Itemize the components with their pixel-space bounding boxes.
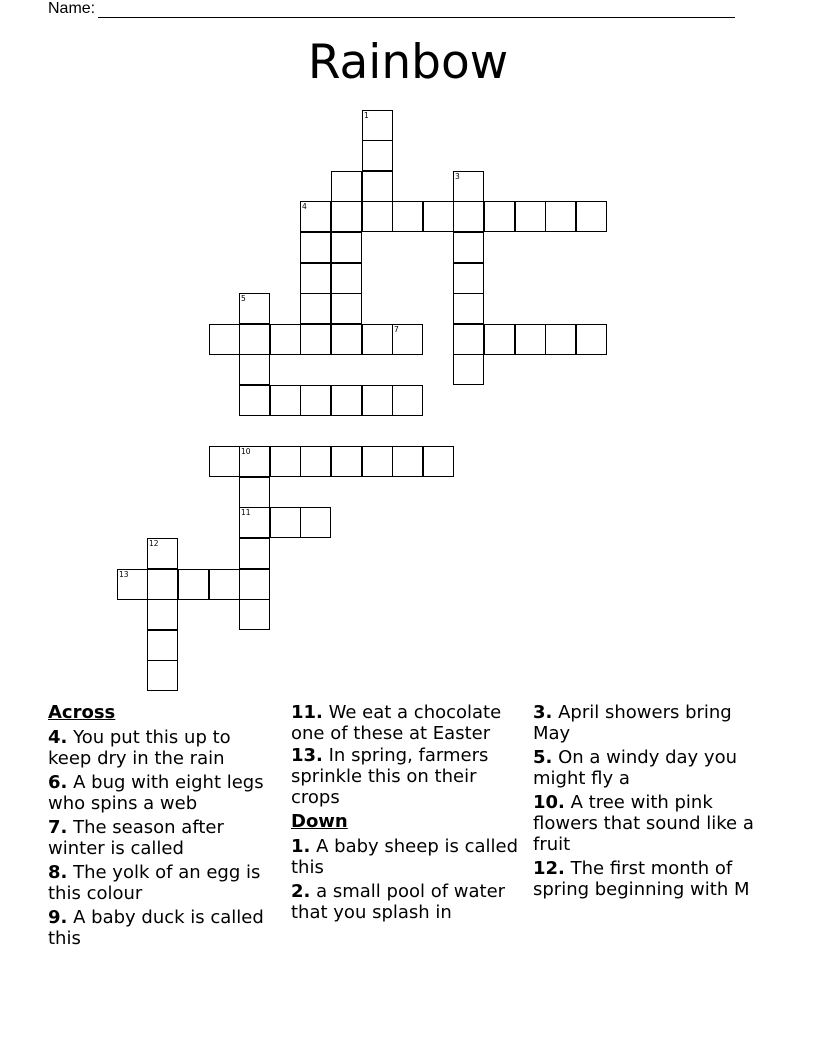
grid-cell[interactable]	[515, 324, 546, 355]
grid-cell[interactable]	[239, 507, 270, 538]
clue-across-6	[48, 772, 268, 814]
grid-cell[interactable]	[545, 201, 576, 232]
clue-across-9	[48, 907, 268, 949]
grid-cell[interactable]	[300, 446, 331, 477]
grid-cell[interactable]	[239, 446, 270, 477]
grid-cell[interactable]	[331, 263, 362, 294]
clue-number: 3.	[533, 702, 553, 723]
clue-number-label: 3	[455, 172, 460, 181]
clue-down-10	[533, 792, 773, 855]
grid-cell[interactable]	[270, 385, 301, 416]
grid-cell[interactable]	[453, 293, 484, 324]
grid-cell[interactable]	[362, 140, 393, 171]
clue-number: 7.	[48, 817, 68, 838]
grid-cell[interactable]	[331, 232, 362, 263]
clue-column-1	[48, 702, 268, 952]
grid-cell[interactable]	[239, 324, 270, 355]
clue-number: 6.	[48, 772, 68, 793]
grid-cell[interactable]	[300, 324, 331, 355]
clue-across-8	[48, 862, 268, 904]
clue-number: 12.	[533, 858, 565, 879]
clue-across-11	[291, 702, 527, 744]
clue-column-3	[533, 702, 773, 903]
grid-cell[interactable]	[209, 324, 240, 355]
grid-cell[interactable]	[239, 385, 270, 416]
grid-cell[interactable]	[362, 171, 393, 202]
grid-cell[interactable]	[239, 293, 270, 324]
grid-cell[interactable]	[300, 385, 331, 416]
grid-cell[interactable]	[300, 507, 331, 538]
clue-number-label: 13	[119, 570, 129, 579]
grid-cell[interactable]	[147, 599, 178, 630]
grid-cell[interactable]	[484, 201, 515, 232]
grid-cell[interactable]	[515, 201, 546, 232]
clue-text: On a windy day you might fly a	[533, 747, 737, 789]
clue-down-2	[291, 881, 527, 923]
grid-cell[interactable]	[209, 446, 240, 477]
clue-text: You put this up to keep dry in the rain	[48, 727, 231, 769]
grid-cell[interactable]	[362, 110, 393, 141]
grid-cell[interactable]	[453, 232, 484, 263]
clue-column-2	[291, 702, 527, 926]
grid-cell[interactable]	[147, 630, 178, 661]
grid-cell[interactable]	[453, 324, 484, 355]
clue-text: A baby duck is called this	[48, 907, 264, 949]
clue-across-7	[48, 817, 268, 859]
grid-cell[interactable]	[331, 324, 362, 355]
clue-number: 9.	[48, 907, 68, 928]
grid-cell[interactable]	[331, 293, 362, 324]
grid-cell[interactable]	[270, 324, 301, 355]
clue-number: 10.	[533, 792, 565, 813]
grid-cell[interactable]	[453, 171, 484, 202]
name-label: Name:	[48, 0, 96, 17]
clue-number-label: 11	[241, 508, 251, 517]
grid-cell[interactable]	[362, 385, 393, 416]
clue-number-label: 4	[302, 202, 307, 211]
grid-cell[interactable]	[362, 446, 393, 477]
grid-cell[interactable]	[300, 201, 331, 232]
clue-number: 13.	[291, 745, 323, 766]
grid-cell[interactable]	[453, 263, 484, 294]
clue-across-4	[48, 727, 268, 769]
clue-number: 2.	[291, 881, 311, 902]
grid-cell[interactable]	[209, 569, 240, 600]
clue-number-label: 1	[364, 111, 369, 120]
grid-cell[interactable]	[239, 599, 270, 630]
clue-text: We eat a chocolate one of these at Easter	[291, 702, 502, 744]
grid-cell[interactable]	[484, 324, 515, 355]
clue-down-5	[533, 747, 773, 789]
clue-text: The yolk of an egg is this colour	[48, 862, 261, 904]
grid-cell[interactable]	[300, 232, 331, 263]
grid-cell[interactable]	[392, 446, 423, 477]
grid-cell[interactable]	[331, 385, 362, 416]
grid-cell[interactable]	[392, 385, 423, 416]
clue-text: A baby sheep is called this	[291, 836, 519, 878]
clue-number-label: 10	[241, 447, 251, 456]
grid-cell[interactable]	[300, 293, 331, 324]
grid-cell[interactable]	[362, 324, 393, 355]
puzzle-title: Rainbow	[307, 35, 509, 90]
clue-number: 11.	[291, 702, 323, 723]
clue-down-12	[533, 858, 773, 900]
grid-cell[interactable]	[239, 569, 270, 600]
grid-cell[interactable]	[423, 446, 454, 477]
clue-across-13	[291, 745, 527, 808]
grid-cell[interactable]	[147, 660, 178, 691]
grid-cell[interactable]	[270, 507, 301, 538]
clue-text: In spring, farmers sprinkle this on their crops	[291, 745, 489, 808]
clue-text: The season after winter is called	[48, 817, 224, 859]
grid-cell[interactable]	[331, 171, 362, 202]
clue-number: 4.	[48, 727, 68, 748]
grid-cell[interactable]	[147, 538, 178, 569]
grid-cell[interactable]	[576, 324, 607, 355]
across-heading: Across	[48, 702, 116, 723]
grid-cell[interactable]	[423, 201, 454, 232]
grid-cell[interactable]	[239, 538, 270, 569]
clue-number: 8.	[48, 862, 68, 883]
grid-cell[interactable]	[239, 477, 270, 508]
clue-number: 5.	[533, 747, 553, 768]
grid-cell[interactable]	[239, 354, 270, 385]
grid-cell[interactable]	[300, 263, 331, 294]
grid-cell[interactable]	[392, 201, 423, 232]
grid-cell[interactable]	[117, 569, 148, 600]
down-heading: Down	[291, 811, 348, 832]
clue-down-1	[291, 836, 527, 878]
grid-cell[interactable]	[178, 569, 209, 600]
grid-cell[interactable]	[453, 201, 484, 232]
grid-cell[interactable]	[147, 569, 178, 600]
grid-cell[interactable]	[270, 446, 301, 477]
clue-number-label: 5	[241, 294, 246, 303]
clue-number: 1.	[291, 836, 311, 857]
grid-cell[interactable]	[392, 324, 423, 355]
clue-down-3	[533, 702, 773, 744]
clue-text: The first month of spring beginning with M	[533, 858, 750, 900]
grid-cell[interactable]	[362, 201, 393, 232]
grid-cell[interactable]	[545, 324, 576, 355]
clue-text: A bug with eight legs who spins a web	[48, 772, 264, 814]
grid-cell[interactable]	[331, 446, 362, 477]
clue-text: April showers bring May	[533, 702, 732, 744]
clue-number-label: 7	[394, 325, 399, 334]
clue-text: a small pool of water that you splash in	[291, 881, 506, 923]
clue-number-label: 12	[149, 539, 159, 548]
grid-cell[interactable]	[453, 354, 484, 385]
grid-cell[interactable]	[576, 201, 607, 232]
grid-cell[interactable]	[331, 201, 362, 232]
clue-text: A tree with pink flowers that sound like a fruit	[533, 792, 754, 855]
